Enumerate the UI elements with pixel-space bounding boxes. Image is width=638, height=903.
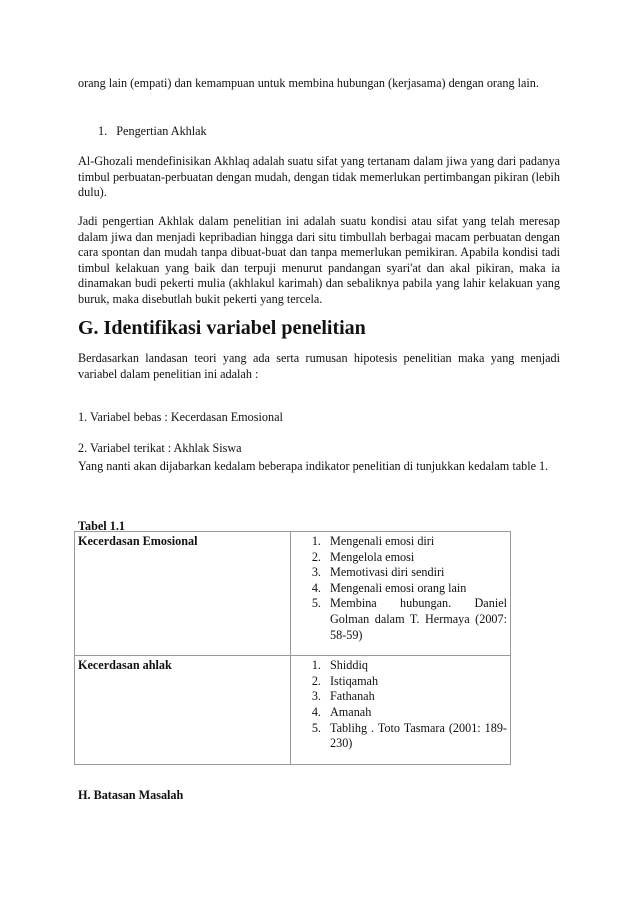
variable-dependent: 2. Variabel terikat : Akhlak Siswa xyxy=(78,441,242,456)
list-item: 3. Fathanah xyxy=(324,689,507,705)
paragraph-pengertian: Jadi pengertian Akhlak dalam penelitian ini adalah suatu kondisi atau sifat yang telah meresap dalam jiwa dan menjadi kepribadian hingga dari situ timbullah berbagai macam perbuatan dengan cara spontan dan mudah tanpa dibuat-buat dan tanpa memerlukan pemikiran. Apabila kondisi tadi timbul kelakuan yang baik dan terpuji menurut pandangan syari'at dan akal pikiran, maka ia dinamakan budi pekerti mulia (akhlakul karimah) dan sebaliknya pabila yang lahir kelakuan yang buruk, maka disebutlah bukit pekerti yang tercela. xyxy=(78,214,560,306)
table-caption: Tabel 1.1 xyxy=(78,519,125,534)
list-item: 3. Memotivasi diri sendiri xyxy=(324,565,507,581)
list-item: 5. Tablihg . Toto Tasmara (2001: 189-230) xyxy=(324,721,507,752)
indicator-table xyxy=(74,531,511,765)
section-h-heading: H. Batasan Masalah xyxy=(78,788,184,803)
variable-independent: 1. Variabel bebas : Kecerdasan Emosional xyxy=(78,410,283,425)
table-row xyxy=(75,656,511,765)
section-g-heading: G. Identifikasi variabel penelitian xyxy=(78,317,366,339)
list-item: 5. Membina hubungan. Daniel Golman dalam T. Hermaya (2007: 58-59) xyxy=(324,596,507,643)
section-g-intro: Berdasarkan landasan teori yang ada serta rumusan hipotesis penelitian maka yang menjadi variabel dalam penelitian ini adalah : xyxy=(78,351,560,381)
list-item: 4. Amanah xyxy=(324,705,507,721)
list-item: 4. Mengenali emosi orang lain xyxy=(324,581,507,597)
table-row-items xyxy=(291,656,511,765)
table-row-label: Kecerdasan Emosional xyxy=(75,532,291,656)
table-row-label: Kecerdasan ahlak xyxy=(75,656,291,765)
table-row-items xyxy=(291,532,511,656)
subheading-pengertian-akhlak xyxy=(98,124,580,140)
paragraph-continuation: orang lain (empati) dan kemampuan untuk membina hubungan (kerjasama) dengan orang lain. xyxy=(78,76,539,90)
subheading-text: Pengertian Akhlak xyxy=(116,124,207,138)
section-g-indicator-text: Yang nanti akan dijabarkan kedalam beberapa indikator penelitian di tunjukkan kedalam table 1. xyxy=(78,459,549,473)
paragraph-al-ghozali: Al-Ghozali mendefinisikan Akhlaq adalah suatu sifat yang tertanam dalam jiwa yang dari padanya timbul perbuatan-perbuatan dengan mudah, dengan tidak memerlukan pertimbangan pikiran (lebih dulu). xyxy=(78,154,560,200)
list-item: 2. Istiqamah xyxy=(324,674,507,690)
subheading-number: 1. xyxy=(98,124,108,138)
list-item: 1. Shiddiq xyxy=(324,658,507,674)
table-row xyxy=(75,532,511,656)
list-item: 1. Mengenali emosi diri xyxy=(324,534,507,550)
list-item: 2. Mengelola emosi xyxy=(324,550,507,566)
